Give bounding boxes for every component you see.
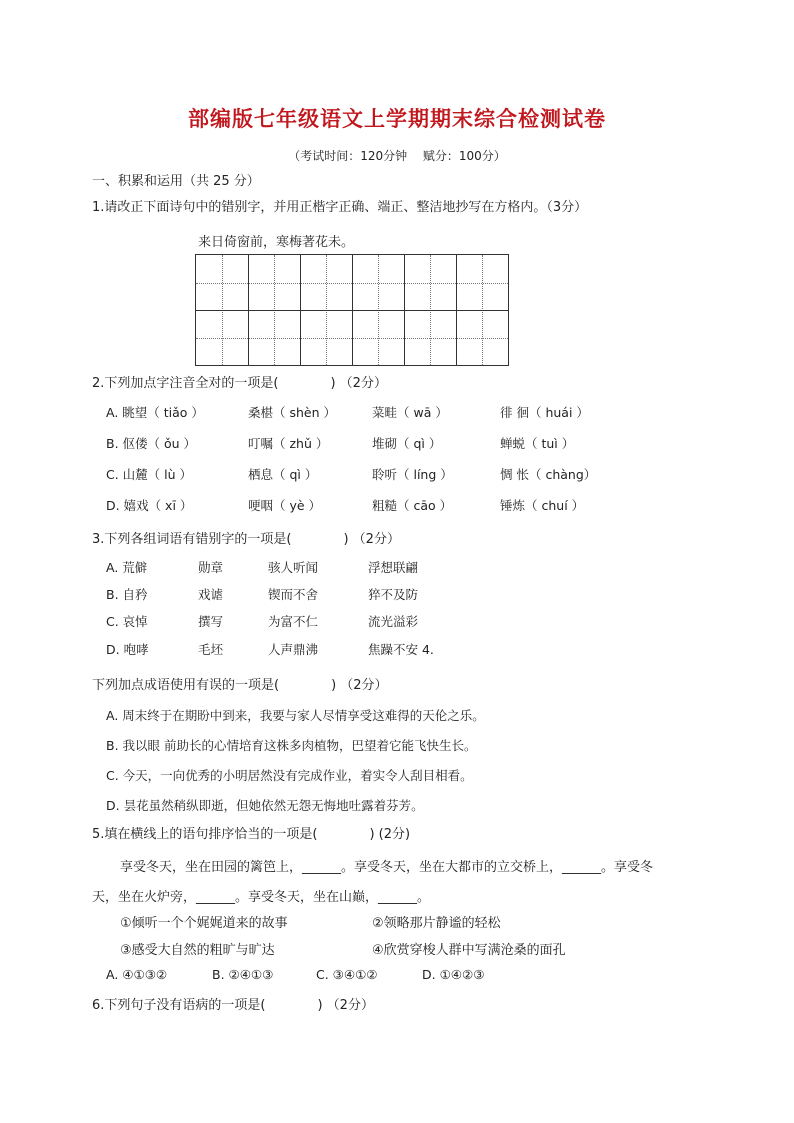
question-3-option: 流光溢彩 — [368, 614, 419, 629]
question-5-stem: 5.填在横线上的语句排序恰当的一项是( ) (2分) — [92, 827, 411, 842]
question-5-passage-line1: 享受冬天，坐在田园的篱笆上，______。享受冬天，坐在大都市的立交桥上，______。享受冬 — [120, 860, 654, 875]
question-3-option: D. 咆哮 — [106, 642, 149, 657]
question-3-option: C. 哀悼 — [106, 614, 148, 629]
question-5-answer-d: D. ①④②③ — [422, 967, 485, 982]
question-2-option: 堆砌（ qì ） — [372, 436, 442, 451]
question-2-option: 蝉蜕（ tuì ） — [500, 436, 575, 451]
question-3-option: 为富不仁 — [268, 614, 319, 629]
question-5-answer-a: A. ④①③② — [106, 967, 168, 982]
question-2-option: 菜畦（ wā ） — [372, 405, 448, 420]
question-3-option: A. 荒僻 — [106, 560, 148, 575]
question-3-option: 毛坯 — [198, 642, 224, 657]
question-2-option: 徘 徊（ huái ） — [500, 405, 589, 420]
question-2-option: D. 嬉戏（ xī ） — [106, 498, 193, 513]
question-2-stem: 2.下列加点字注音全对的一项是( ) （2分） — [92, 376, 387, 391]
question-5-answer-b: B. ②④①③ — [212, 967, 274, 982]
question-5-item-2: ②领略那片静谧的轻松 — [372, 916, 501, 931]
question-3-option: B. 自矜 — [106, 587, 148, 602]
question-2-option: A. 眺望（ tiǎo ） — [106, 405, 204, 420]
question-4-stem: 下列加点成语使用有误的一项是( ) （2分） — [92, 678, 388, 693]
question-2-option: 哽咽（ yè ） — [248, 498, 322, 513]
question-2-option: 粗糙（ cāo ） — [372, 498, 453, 513]
question-4-option-a: A. 周末终于在期盼中到来，我要与家人尽情享受这难得的天伦之乐。 — [106, 708, 485, 723]
question-3-option: 浮想联翩 — [368, 560, 419, 575]
section-heading: 一、积累和运用（共 25 分） — [92, 174, 260, 189]
question-4-option-d: D. 昙花虽然稍纵即逝，但她依然无怨无悔地吐露着芬芳。 — [106, 798, 424, 813]
question-3-option: 骇人听闻 — [268, 560, 319, 575]
question-3-option: 戏谑 — [198, 587, 224, 602]
question-3-option: 勋章 — [198, 560, 224, 575]
question-2-option: 叮嘱（ zhǔ ） — [248, 436, 329, 451]
question-3-stem: 3.下列各组词语有错别字的一项是( ) （2分） — [92, 532, 400, 547]
question-5-passage-line2: 天，坐在火炉旁，______。享受冬天，坐在山巅，______。 — [92, 890, 431, 905]
question-4-option-b: B. 我以眼 前助长的心情培育这株多肉植物，巴望着它能飞快生长。 — [106, 738, 477, 753]
question-2-option: 栖息（ qì ） — [248, 467, 318, 482]
question-5-item-1: ①倾听一个个娓娓道来的故事 — [120, 916, 288, 931]
exam-info: （考试时间：120分钟 赋分：100分） — [288, 149, 506, 163]
question-2-option: 锤炼（ chuí ） — [500, 498, 585, 513]
question-3-option: 猝不及防 — [368, 587, 419, 602]
question-5-item-4: ④欣赏穿梭人群中写满沧桑的面孔 — [372, 943, 566, 958]
question-2-option: C. 山麓（ lù ） — [106, 467, 193, 482]
question-5-answer-c: C. ③④①② — [316, 967, 378, 982]
question-1-stem: 1.请改正下面诗句中的错别字，并用正楷字正确、端正、整洁地抄写在方格内。（3分） — [92, 200, 588, 215]
page-title: 部编版七年级语文上学期期末综合检测试卷 — [188, 106, 606, 131]
question-4-option-c: C. 今天，一向优秀的小明居然没有完成作业，着实令人刮目相看。 — [106, 768, 473, 783]
question-6-stem: 6.下列句子没有语病的一项是( ) （2分） — [92, 998, 374, 1013]
question-2-option: 桑椹（ shèn ） — [248, 405, 336, 420]
question-2-option: 惆 怅（ chàng） — [500, 467, 597, 482]
question-3-option: 人声鼎沸 — [268, 642, 319, 657]
writing-grid[interactable] — [195, 254, 509, 366]
question-5-item-3: ③感受大自然的粗旷与旷达 — [120, 943, 275, 958]
question-3-option: 撰写 — [198, 614, 224, 629]
question-2-option: B. 伛偻（ ǒu ） — [106, 436, 197, 451]
question-1-poem: 来日倚窗前，寒梅著花未。 — [198, 235, 355, 250]
question-3-option: 焦躁不安 4. — [368, 642, 434, 657]
question-3-option: 锲而不舍 — [268, 587, 319, 602]
question-2-option: 聆听（ líng ） — [372, 467, 453, 482]
